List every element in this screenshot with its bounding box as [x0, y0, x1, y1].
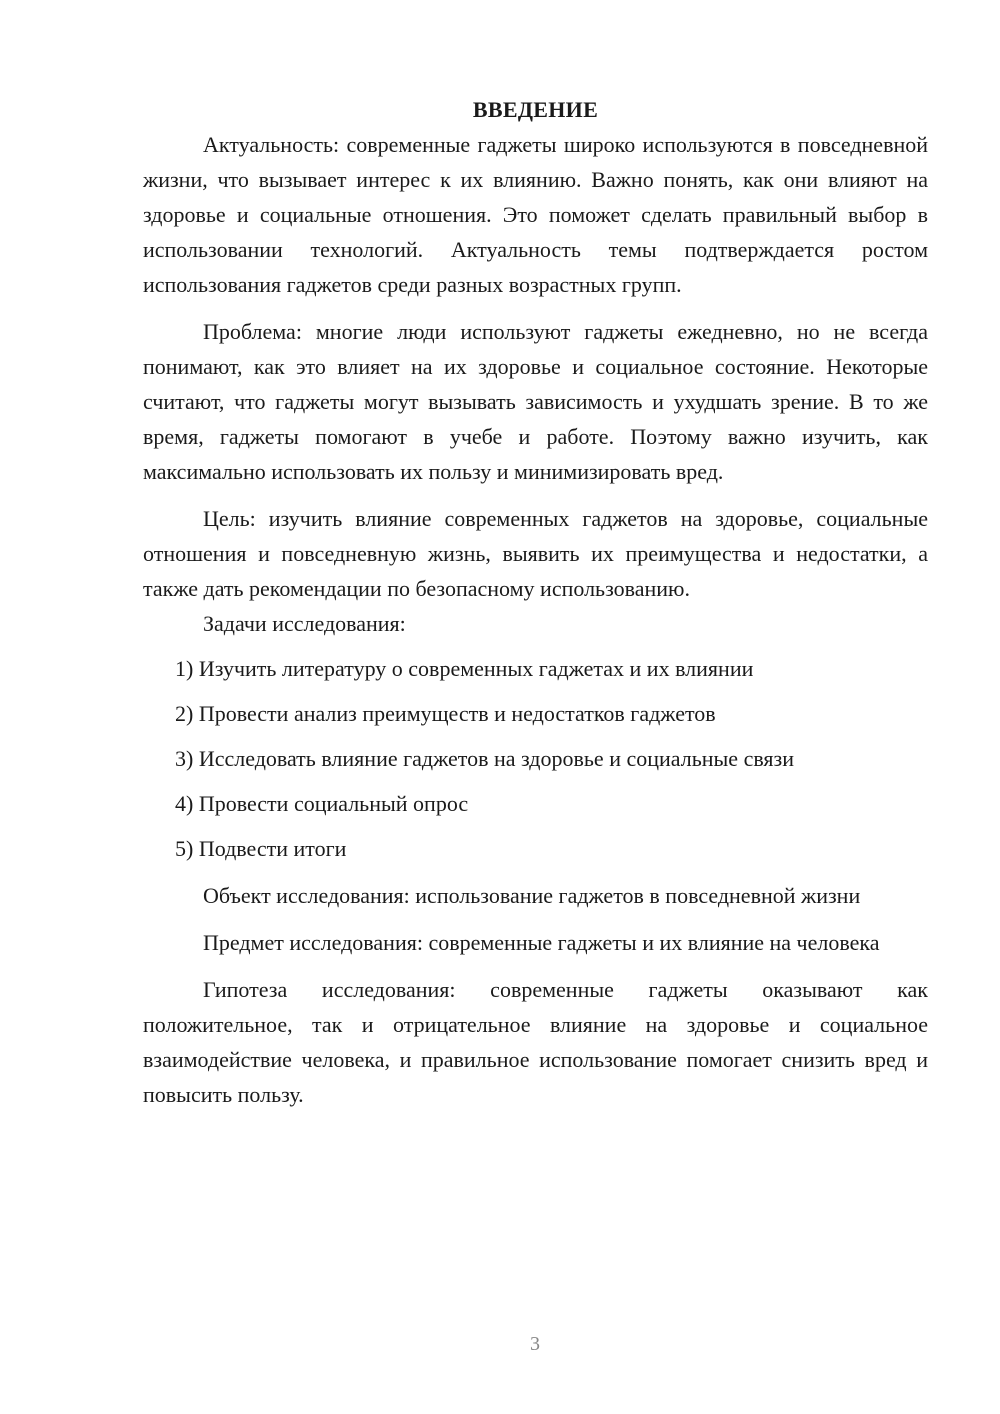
page-number: 3: [530, 1333, 540, 1355]
page-title: ВВЕДЕНИЕ: [472, 97, 599, 122]
list-item: 2) Провести анализ преимуществ и недостатков гаджетов: [175, 701, 716, 726]
goal-paragraph: Цель: изучить влияние современных гаджетов на здоровье, социальные отношения и повседневную жизнь, выявить их преимущества и недостатки, а также дать рекомендации по безопасному использованию.: [143, 506, 928, 601]
document-page: [143, 92, 928, 1112]
list-item: 5) Подвести итоги: [175, 836, 347, 861]
object-paragraph: Объект исследования: использование гаджетов в повседневной жизни: [203, 883, 861, 908]
tasks-list: [143, 651, 928, 866]
list-item: 4) Провести социальный опрос: [175, 791, 469, 816]
list-item: 3) Исследовать влияние гаджетов на здоровье и социальные связи: [175, 746, 795, 771]
subject-paragraph: Предмет исследования: современные гаджеты и их влияние на человека: [203, 930, 880, 955]
list-item: 1) Изучить литературу о современных гаджетах и их влиянии: [175, 656, 754, 681]
tasks-title: Задачи исследования:: [203, 611, 406, 636]
hypothesis-paragraph: Гипотеза исследования: современные гаджеты оказывают как положительное, так и отрицательное влияние на здоровье и социальное взаимодействие человека, и правильное использование помогает снизить вред и повысить пользу.: [143, 977, 928, 1107]
problem-paragraph: Проблема: многие люди используют гаджеты ежедневно, но не всегда понимают, как это влияет на их здоровье и социальное состояние. Некоторые считают, что гаджеты могут вызывать зависимость и ухудшать зрение. В то же время, гаджеты помогают в учебе и работе. Поэтому важно изучить, как максимально использовать их пользу и минимизировать вред.: [143, 319, 928, 484]
relevance-paragraph: Актуальность: современные гаджеты широко используются в повседневной жизни, что вызывает интерес к их влиянию. Важно понять, как они влияют на здоровье и социальные отношения. Это поможет сделать правильный выбор в использовании технологий. Актуальность темы подтверждается ростом использования гаджетов среди разных возрастных групп.: [143, 132, 928, 297]
